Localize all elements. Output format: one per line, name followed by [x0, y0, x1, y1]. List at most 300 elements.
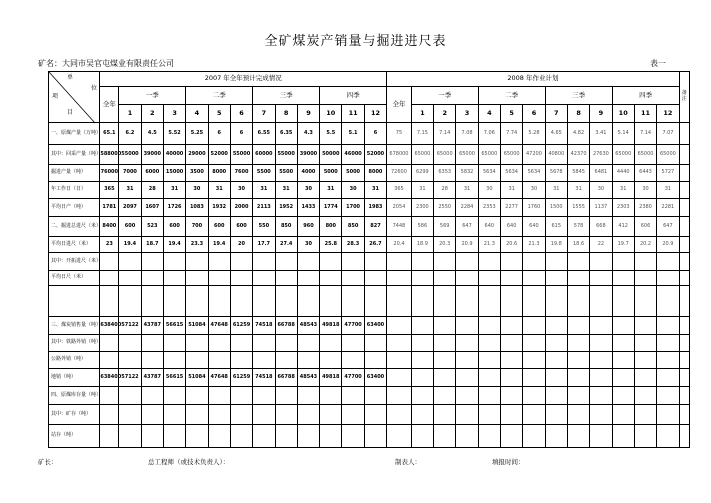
cell-2008 [590, 405, 612, 425]
cell-2007 [275, 352, 297, 369]
cell-2008: 31 [657, 182, 679, 199]
cell-2008 [434, 253, 456, 271]
cell-2007 [297, 387, 319, 405]
cell-2008: 4.65 [545, 123, 567, 145]
cell-2008 [612, 352, 634, 369]
cell-2007: 43787 [141, 369, 163, 387]
cell-2007: 1607 [141, 199, 163, 217]
cell-2008: 31 [456, 182, 478, 199]
cell-2007: 30 [297, 182, 319, 199]
cell-2008: 30 [523, 182, 545, 199]
cell-2008 [634, 352, 656, 369]
cell-2008 [657, 335, 679, 352]
cell-2007 [100, 352, 119, 369]
cell-2007: 2113 [253, 199, 275, 217]
cell-2008 [456, 425, 478, 448]
cell-2008: 20.6 [500, 237, 522, 253]
cell-2008: 30 [478, 182, 500, 199]
table-row [49, 199, 690, 217]
cell-2008 [500, 271, 522, 286]
production-table [48, 71, 690, 448]
cell-2007: 1781 [100, 199, 119, 217]
cell-2008 [434, 352, 456, 369]
cell-2008: 20.4 [387, 237, 412, 253]
header-diagonal-cell [49, 72, 100, 123]
cell-2008: 7448 [387, 217, 412, 237]
cell-2007: 55000 [230, 145, 252, 165]
cell-2007 [163, 405, 185, 425]
cell-2008 [411, 352, 433, 369]
cell-2007 [297, 405, 319, 425]
cell-2007 [364, 352, 386, 369]
cell-2007: 960 [297, 217, 319, 237]
cell-2008 [387, 387, 412, 405]
total-header-2008: 全年 [387, 87, 412, 123]
cell-2007 [141, 271, 163, 286]
cell-2008 [500, 425, 522, 448]
cell-2008 [612, 335, 634, 352]
cell-2008 [545, 271, 567, 286]
cell-2008 [456, 387, 478, 405]
cell-2007: 6 [230, 123, 252, 145]
cell-2007 [208, 271, 230, 286]
cell-2008 [590, 352, 612, 369]
cell-2008 [567, 425, 589, 448]
cell-remark [679, 425, 689, 448]
cell-2007 [163, 253, 185, 271]
cell-2007 [163, 387, 185, 405]
cell-2007 [141, 425, 163, 448]
cell-2008 [523, 425, 545, 448]
quarter-2007-1: 一季 [119, 87, 186, 105]
footer-maker: 制表人： [395, 458, 421, 466]
cell-2008 [478, 425, 500, 448]
cell-2007 [364, 271, 386, 286]
cell-2008: 2303 [612, 199, 634, 217]
month-2007-5: 5 [208, 105, 230, 123]
cell-2008 [567, 405, 589, 425]
cell-2008: 4.82 [567, 123, 589, 145]
cell-remark [679, 335, 689, 352]
cell-2007: 1726 [163, 199, 185, 217]
month-2007-7: 7 [253, 105, 275, 123]
cell-2007: 700 [186, 217, 208, 237]
cell-2008: 31 [545, 182, 567, 199]
month-2008-8: 8 [567, 105, 589, 123]
cell-2007 [253, 405, 275, 425]
cell-2007: 1952 [275, 199, 297, 217]
cell-2007 [141, 352, 163, 369]
cell-2007: 48543 [297, 317, 319, 335]
cell-2007: 5500 [253, 165, 275, 182]
group-header-2007: 2007 年全年预计完成情况 [100, 72, 387, 87]
cell-2008: 2550 [434, 199, 456, 217]
cell-2007 [320, 425, 342, 448]
cell-2007 [186, 425, 208, 448]
cell-remark [679, 387, 689, 405]
table-row [49, 165, 690, 182]
cell-2007: 6 [364, 123, 386, 145]
cell-2007 [253, 253, 275, 271]
cell-2007 [364, 286, 386, 317]
cell-2007: 5000 [320, 165, 342, 182]
cell-2008 [387, 405, 412, 425]
table-row [49, 271, 690, 286]
cell-2008 [657, 271, 679, 286]
cell-2007: 8000 [208, 165, 230, 182]
cell-2008 [411, 369, 433, 387]
cell-2008 [612, 286, 634, 317]
cell-2008 [387, 271, 412, 286]
cell-2007: 2097 [119, 199, 141, 217]
cell-2008: 2300 [411, 199, 433, 217]
cell-2008: 2277 [500, 199, 522, 217]
cell-2007: 56615 [163, 369, 185, 387]
cell-2007: 4000 [297, 165, 319, 182]
page-title: 全矿煤炭产销量与掘进进尺表 [264, 34, 447, 49]
cell-2008: 6443 [634, 165, 656, 182]
cell-2007 [342, 387, 364, 405]
cell-2008 [634, 317, 656, 335]
cell-2008 [500, 369, 522, 387]
cell-2008 [434, 425, 456, 448]
month-2008-7: 7 [545, 105, 567, 123]
cell-2008 [523, 352, 545, 369]
cell-2007 [230, 286, 252, 317]
row-label: 平均日进尺（米） [49, 237, 100, 253]
row-label: 地销（吨） [49, 369, 100, 387]
cell-remark [679, 405, 689, 425]
cell-2008: 7.14 [434, 123, 456, 145]
cell-2008 [456, 335, 478, 352]
cell-2007 [342, 425, 364, 448]
cell-2007 [364, 253, 386, 271]
cell-2008 [545, 369, 567, 387]
cell-2007: 47700 [342, 317, 364, 335]
cell-2007 [208, 352, 230, 369]
row-label: 一、原煤产量（万吨） [49, 123, 100, 145]
cell-2008: 28 [434, 182, 456, 199]
cell-remark [679, 286, 689, 317]
table-row [49, 387, 690, 405]
cell-2008: 3.41 [590, 123, 612, 145]
cell-2008: 20.9 [657, 237, 679, 253]
cell-2007 [208, 425, 230, 448]
cell-2007: 550 [253, 217, 275, 237]
cell-2008: 5678 [545, 165, 567, 182]
cell-2008: 65000 [411, 145, 433, 165]
cell-2008 [657, 317, 679, 335]
cell-2008 [523, 335, 545, 352]
cell-2007: 39000 [297, 145, 319, 165]
cell-remark [679, 317, 689, 335]
cell-2008 [456, 286, 478, 317]
cell-2007 [342, 253, 364, 271]
cell-2007: 57122 [119, 317, 141, 335]
cell-2007: 8400 [100, 217, 119, 237]
cell-2008 [523, 387, 545, 405]
cell-2007: 588000 [100, 145, 119, 165]
cell-2008: 586 [411, 217, 433, 237]
cell-2007 [297, 286, 319, 317]
cell-2008 [567, 387, 589, 405]
cell-2007: 31 [208, 182, 230, 199]
cell-2007: 638400 [100, 317, 119, 335]
cell-2007: 5.5 [320, 123, 342, 145]
cell-2007 [141, 335, 163, 352]
cell-2007: 1983 [364, 199, 386, 217]
cell-2008: 640 [500, 217, 522, 237]
cell-2007 [100, 425, 119, 448]
cell-2007 [119, 425, 141, 448]
cell-2007: 31 [119, 182, 141, 199]
cell-2007 [230, 352, 252, 369]
cell-2007 [186, 335, 208, 352]
cell-2008: 7.08 [456, 123, 478, 145]
cell-2007 [230, 405, 252, 425]
cell-2008: 5727 [657, 165, 679, 182]
row-label: 平均日产（吨） [49, 199, 100, 217]
cell-2008: 365 [387, 182, 412, 199]
cell-remark [679, 165, 689, 182]
cell-2008 [657, 405, 679, 425]
cell-2007 [253, 335, 275, 352]
cell-2008: 65000 [657, 145, 679, 165]
cell-2008 [523, 405, 545, 425]
cell-2007: 61259 [230, 317, 252, 335]
cell-2007: 56615 [163, 317, 185, 335]
row-label: 其中：矿存（吨） [49, 405, 100, 425]
cell-2007: 800 [320, 217, 342, 237]
cell-2007: 66788 [275, 369, 297, 387]
cell-2007 [208, 253, 230, 271]
cell-2007: 52000 [364, 145, 386, 165]
cell-2008: 27630 [590, 145, 612, 165]
cell-2007: 1932 [208, 199, 230, 217]
table-row [49, 123, 690, 145]
quarter-2007-4: 四季 [320, 87, 387, 105]
cell-2008 [434, 369, 456, 387]
cell-2008 [523, 317, 545, 335]
cell-2008 [500, 286, 522, 317]
cell-2008 [387, 352, 412, 369]
cell-2008 [456, 352, 478, 369]
table-row [49, 145, 690, 165]
cell-2008 [612, 425, 634, 448]
cell-2008: 47200 [523, 145, 545, 165]
cell-2007 [342, 335, 364, 352]
cell-2008: 578 [567, 217, 589, 237]
cell-2008 [478, 352, 500, 369]
cell-2008: 5634 [478, 165, 500, 182]
cell-2008 [523, 286, 545, 317]
cell-2008: 1500 [545, 199, 567, 217]
cell-2007: 65.1 [100, 123, 119, 145]
table-row [49, 217, 690, 237]
cell-2007 [297, 425, 319, 448]
cell-2008: 640 [523, 217, 545, 237]
table-row [49, 286, 690, 317]
cell-2007: 638400 [100, 369, 119, 387]
cell-2008: 42370 [567, 145, 589, 165]
cell-2008 [612, 405, 634, 425]
month-2007-12: 12 [364, 105, 386, 123]
cell-2007: 31 [320, 182, 342, 199]
cell-2007 [141, 286, 163, 317]
quarter-2008-3: 三季 [545, 87, 612, 105]
cell-2008: 65000 [434, 145, 456, 165]
cell-2007 [186, 271, 208, 286]
cell-2007 [297, 253, 319, 271]
cell-2007: 523 [141, 217, 163, 237]
cell-2008: 5845 [567, 165, 589, 182]
quarter-2008-4: 四季 [612, 87, 679, 105]
cell-remark [679, 199, 689, 217]
cell-2007: 600 [119, 217, 141, 237]
cell-2007: 4.5 [141, 123, 163, 145]
cell-2008 [456, 369, 478, 387]
cell-remark [679, 253, 689, 271]
cell-2007 [275, 387, 297, 405]
cell-2007: 19.4 [163, 237, 185, 253]
cell-2007: 5.1 [342, 123, 364, 145]
cell-2008 [456, 317, 478, 335]
cell-2007: 47648 [208, 369, 230, 387]
cell-2008 [478, 271, 500, 286]
cell-2007 [297, 271, 319, 286]
cell-2007 [100, 387, 119, 405]
cell-2007: 31 [163, 182, 185, 199]
cell-2007: 6 [208, 123, 230, 145]
cell-2007: 600 [208, 217, 230, 237]
row-label: 平均日尺（米） [49, 271, 100, 286]
cell-2008 [411, 271, 433, 286]
cell-2008 [590, 387, 612, 405]
cell-2007 [163, 352, 185, 369]
cell-2008: 7.14 [634, 123, 656, 145]
cell-2007 [100, 286, 119, 317]
cell-2007: 1083 [186, 199, 208, 217]
cell-2008: 31 [500, 182, 522, 199]
cell-2008 [634, 271, 656, 286]
table-row [49, 253, 690, 271]
cell-2007: 51084 [186, 369, 208, 387]
cell-remark [679, 352, 689, 369]
cell-2008 [500, 352, 522, 369]
cell-2007 [364, 425, 386, 448]
cell-2008 [612, 317, 634, 335]
cell-2007 [208, 387, 230, 405]
cell-2008: 606 [634, 217, 656, 237]
cell-2008 [634, 405, 656, 425]
cell-2007: 47700 [342, 369, 364, 387]
cell-2007 [119, 352, 141, 369]
cell-2007 [163, 425, 185, 448]
cell-2007: 6000 [141, 165, 163, 182]
cell-2008 [434, 271, 456, 286]
cell-2008: 20.3 [434, 237, 456, 253]
cell-2007: 31 [253, 182, 275, 199]
cell-2008 [478, 405, 500, 425]
cell-2008 [567, 253, 589, 271]
cell-2007: 63400 [364, 369, 386, 387]
cell-2008: 65000 [456, 145, 478, 165]
cell-2007: 827 [364, 217, 386, 237]
cell-2007 [275, 286, 297, 317]
cell-2007: 7000 [119, 165, 141, 182]
table-row [49, 405, 690, 425]
cell-2007 [230, 335, 252, 352]
cell-2008 [500, 253, 522, 271]
row-label: 掘进产量（吨） [49, 165, 100, 182]
cell-2007 [320, 253, 342, 271]
cell-2007: 49818 [320, 317, 342, 335]
cell-2008 [545, 253, 567, 271]
cell-2008 [500, 335, 522, 352]
cell-2007: 30 [297, 237, 319, 253]
cell-2008: 30 [634, 182, 656, 199]
cell-2007 [119, 405, 141, 425]
cell-2007 [141, 253, 163, 271]
cell-2007: 63400 [364, 317, 386, 335]
cell-2008: 40800 [545, 145, 567, 165]
cell-2007: 20 [230, 237, 252, 253]
month-2007-9: 9 [297, 105, 319, 123]
cell-2007 [186, 387, 208, 405]
month-2008-3: 3 [456, 105, 478, 123]
cell-2008: 5634 [500, 165, 522, 182]
month-2008-1: 1 [411, 105, 433, 123]
cell-2008 [434, 387, 456, 405]
cell-2007 [275, 335, 297, 352]
cell-2008: 31 [567, 182, 589, 199]
cell-2008 [634, 253, 656, 271]
table-row [49, 352, 690, 369]
cell-2008: 2284 [456, 199, 478, 217]
cell-2007 [119, 286, 141, 317]
cell-2007: 52000 [208, 145, 230, 165]
cell-2007 [163, 335, 185, 352]
cell-2008 [478, 387, 500, 405]
cell-2007 [141, 387, 163, 405]
quarter-2007-2: 二季 [186, 87, 253, 105]
cell-2008 [387, 369, 412, 387]
cell-2007 [230, 253, 252, 271]
cell-2008 [657, 253, 679, 271]
cell-2007: 6.55 [253, 123, 275, 145]
cell-2008: 75 [387, 123, 412, 145]
month-2008-9: 9 [590, 105, 612, 123]
cell-2007 [208, 286, 230, 317]
cell-2008: 5.28 [523, 123, 545, 145]
cell-2007: 55000 [275, 145, 297, 165]
cell-2007: 6.35 [275, 123, 297, 145]
quarter-2007-3: 三季 [253, 87, 320, 105]
cell-2007: 850 [342, 217, 364, 237]
cell-2007: 1433 [297, 199, 319, 217]
cell-2008: 20.2 [634, 237, 656, 253]
cell-2008 [387, 335, 412, 352]
cell-2008 [545, 405, 567, 425]
cell-2008 [657, 369, 679, 387]
month-2007-2: 2 [141, 105, 163, 123]
cell-2008: 647 [456, 217, 478, 237]
cell-2008: 5634 [523, 165, 545, 182]
cell-2008 [411, 253, 433, 271]
month-2007-8: 8 [275, 105, 297, 123]
row-label: 其中：回采产量（吨） [49, 145, 100, 165]
cell-2007: 47648 [208, 317, 230, 335]
